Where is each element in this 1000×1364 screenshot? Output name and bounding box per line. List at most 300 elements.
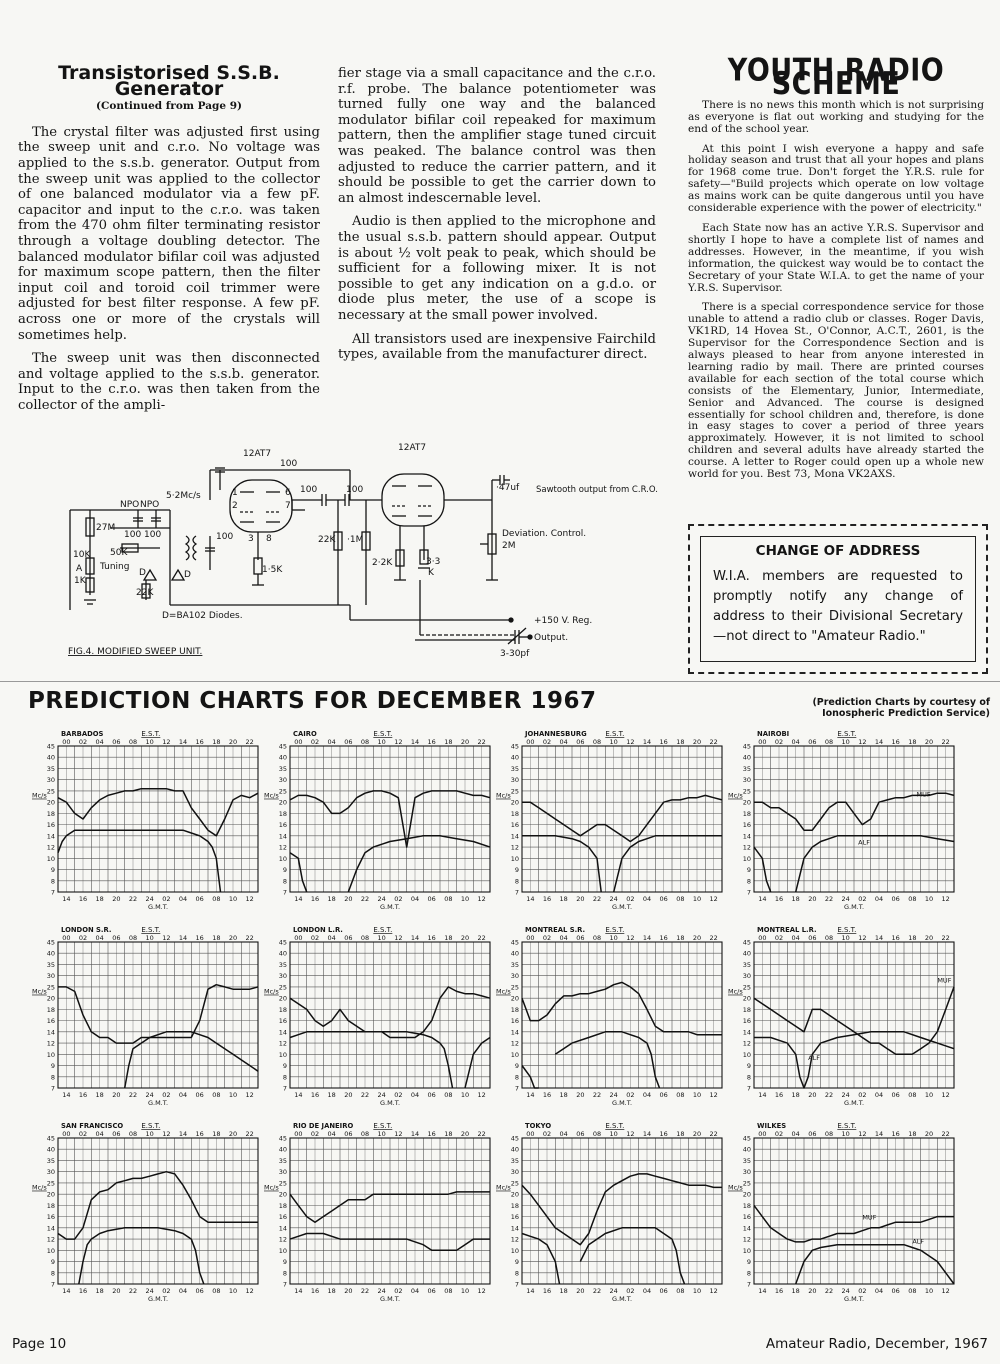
section-divider (0, 681, 1000, 682)
top-tick-label: 12 (162, 934, 171, 942)
bottom-tick-label: 08 (212, 895, 221, 903)
bottom-tick-label: 18 (791, 1091, 800, 1099)
bottom-tick-label: 18 (791, 895, 800, 903)
cap-100d-label: 100 (300, 485, 318, 495)
y-tick-label: 45 (278, 1134, 287, 1143)
y-tick-label: 12 (278, 1039, 287, 1048)
y-tick-label: 18 (510, 1201, 519, 1210)
y-tick-label: 10 (742, 854, 751, 863)
y-tick-label: 8 (746, 1269, 751, 1278)
bottom-tick-label: 16 (774, 1091, 784, 1099)
bottom-tick-label: 04 (178, 895, 188, 903)
y-tick-label: 35 (278, 960, 287, 969)
y-tick-label: 16 (742, 1017, 751, 1026)
y-tick-label: 7 (282, 1084, 287, 1093)
gmt-label: G.M.T. (611, 903, 633, 911)
top-tick-label: 08 (824, 738, 834, 746)
top-tick-label: 22 (245, 738, 254, 746)
y-tick-label: 45 (46, 938, 55, 947)
y-tick-label: 40 (742, 1145, 751, 1154)
cap-047-label: ·47uf (496, 483, 520, 493)
bottom-tick-label: 10 (228, 1287, 238, 1295)
y-tick-label: 8 (514, 1269, 519, 1278)
y-tick-label: 9 (746, 1062, 751, 1071)
y-tick-label: 16 (46, 1213, 55, 1222)
y-tick-label: 18 (278, 1201, 287, 1210)
y-tick-label: 25 (510, 983, 519, 992)
top-tick-label: 14 (178, 934, 188, 942)
y-tick-label: 35 (742, 960, 751, 969)
y-tick-label: 18 (742, 809, 751, 818)
y-tick-label: 40 (46, 1145, 55, 1154)
bottom-tick-label: 20 (576, 1287, 585, 1295)
unit-label: Mc/s (32, 1183, 47, 1192)
top-tick-label: 22 (709, 934, 718, 942)
bottom-tick-label: 10 (692, 1091, 702, 1099)
est-label: E.S.T. (373, 730, 393, 738)
y-tick-label: 20 (46, 994, 55, 1003)
bottom-tick-label: 20 (112, 1287, 121, 1295)
gmt-label: G.M.T. (379, 1099, 401, 1107)
est-label: E.S.T. (373, 1122, 393, 1130)
y-tick-label: 18 (510, 809, 519, 818)
y-tick-label: 7 (746, 1084, 751, 1093)
bottom-tick-label: 12 (245, 1287, 254, 1295)
top-tick-label: 22 (709, 738, 718, 746)
chart-title: LONDON L.R. (293, 926, 343, 934)
top-tick-label: 00 (294, 1130, 303, 1138)
y-tick-label: 35 (742, 1156, 751, 1165)
cap-100e-label: 100 (346, 485, 364, 495)
y-tick-label: 40 (46, 753, 55, 762)
y-tick-label: 20 (510, 798, 519, 807)
y-tick-label: 18 (46, 1201, 55, 1210)
y-tick-label: 8 (50, 1073, 55, 1082)
series-alf (522, 1228, 685, 1284)
sawtooth-label: Sawtooth output from C.R.O. (536, 485, 658, 495)
ssb-paragraph-1: The crystal filter was adjusted first using the sweep unit and c.r.o. No voltage was applied to the s.s.b. generator. Output from the sweep unit was applied to the collector of one balanced modulator via a few pF. capacitor and input to the c.r.o. was taken from the 470 ohm filter terminating resistor through a voltage doubling detector. The balanced modulator bifilar coil was adjusted for maximum scope pattern, then the filter input coil and toroid coil trimmer were adjusted for best filter response. A few pF. across one or more of the crystals will sometimes help. (18, 124, 320, 343)
y-tick-label: 16 (46, 1017, 55, 1026)
y-tick-label: 7 (50, 888, 55, 897)
bottom-tick-label: 18 (327, 1091, 336, 1099)
top-tick-label: 22 (709, 1130, 718, 1138)
bottom-tick-label: 16 (542, 1091, 552, 1099)
gmt-label: G.M.T. (379, 903, 401, 911)
y-tick-label: 10 (278, 854, 287, 863)
bottom-tick-label: 24 (609, 1091, 618, 1099)
top-tick-label: 22 (941, 738, 950, 746)
y-tick-label: 25 (46, 983, 55, 992)
top-tick-label: 12 (162, 738, 171, 746)
prediction-chart-barbados (30, 728, 260, 918)
bottom-tick-label: 06 (427, 1287, 436, 1295)
top-tick-label: 04 (327, 1130, 336, 1138)
top-tick-label: 12 (858, 738, 867, 746)
bottom-tick-label: 08 (908, 895, 917, 903)
top-tick-label: 18 (444, 1130, 453, 1138)
prediction-chart-san-francisco (30, 1120, 260, 1310)
bottom-tick-label: 24 (377, 895, 386, 903)
y-tick-label: 14 (510, 832, 519, 841)
y-tick-label: 7 (514, 1280, 519, 1289)
bottom-tick-label: 08 (444, 895, 453, 903)
top-tick-label: 06 (576, 934, 585, 942)
y-tick-label: 9 (746, 1258, 751, 1267)
bottom-tick-label: 06 (659, 1287, 668, 1295)
diode-1-label: D (139, 568, 146, 578)
bottom-tick-label: 22 (128, 1091, 138, 1099)
top-tick-label: 06 (808, 934, 817, 942)
cap-100c-label: 100 (216, 532, 234, 542)
top-tick-label: 12 (394, 738, 403, 746)
y-tick-label: 20 (510, 1190, 519, 1199)
circuit-diagram (60, 440, 658, 660)
bottom-tick-label: 02 (858, 1091, 867, 1099)
y-tick-label: 12 (46, 1039, 55, 1048)
est-label: E.S.T. (837, 926, 857, 934)
bottom-tick-label: 16 (310, 1091, 320, 1099)
y-tick-label: 7 (514, 888, 519, 897)
top-tick-label: 16 (195, 1130, 204, 1138)
cap-100a-label: 100 (124, 530, 142, 540)
prediction-charts-credit: (Prediction Charts by courtesy of Ionospheric Prediction Service) (812, 697, 990, 719)
point-a-label: A (76, 564, 83, 574)
top-tick-label: 08 (360, 934, 370, 942)
change-of-address-box (688, 524, 988, 674)
prediction-chart-nairobi (726, 728, 956, 918)
diagram-caption: FIG.4. MODIFIED SWEEP UNIT. (68, 647, 203, 657)
y-tick-label: 16 (510, 1017, 519, 1026)
bottom-tick-label: 06 (659, 1091, 668, 1099)
unit-label: Mc/s (728, 1183, 743, 1192)
ssb-paragraph-4: Audio is then applied to the microphone and the usual s.s.b. pattern should appear. Output is about ½ volt peak to peak, which should be sufficient for a following mixer. It is not possible to get any indication on a g.d.o. or diode plus meter, the use of a scope is necessary at the small power involved. (338, 214, 656, 323)
y-tick-label: 16 (278, 1213, 287, 1222)
top-tick-label: 08 (592, 1130, 602, 1138)
y-tick-label: 8 (746, 1073, 751, 1082)
chart-title: TOKYO (525, 1122, 552, 1130)
top-tick-label: 00 (62, 738, 71, 746)
ssb-paragraph-2: The sweep unit was then disconnected and voltage applied to the s.s.b. generator. Input to the c.r.o. was then taken from the collector of the ampli- (18, 351, 320, 413)
y-tick-label: 14 (742, 1224, 751, 1233)
top-tick-label: 10 (609, 738, 618, 746)
res-10k-label: 10K (73, 550, 91, 560)
y-tick-label: 7 (514, 1084, 519, 1093)
y-tick-label: 35 (46, 1156, 55, 1165)
res-27m-label: 27M (96, 523, 116, 533)
top-tick-label: 00 (294, 738, 303, 746)
bottom-tick-label: 10 (460, 1091, 470, 1099)
bottom-tick-label: 20 (576, 895, 585, 903)
bottom-tick-label: 16 (78, 895, 88, 903)
bottom-tick-label: 22 (360, 895, 370, 903)
top-tick-label: 20 (924, 934, 934, 942)
top-tick-label: 12 (162, 1130, 171, 1138)
bottom-tick-label: 24 (145, 895, 154, 903)
y-tick-label: 12 (46, 843, 55, 852)
bottom-tick-label: 10 (460, 1287, 470, 1295)
y-tick-label: 14 (278, 1224, 287, 1233)
y-tick-label: 12 (510, 1039, 519, 1048)
pin-1-label: 1 (232, 488, 238, 498)
trimmer-label: 3-30pf (500, 649, 530, 659)
top-tick-label: 14 (410, 934, 420, 942)
y-tick-label: 14 (510, 1028, 519, 1037)
y-tick-label: 10 (278, 1050, 287, 1059)
change-of-address-inner (700, 536, 976, 662)
top-tick-label: 18 (908, 738, 917, 746)
bottom-tick-label: 20 (808, 895, 817, 903)
top-tick-label: 12 (858, 934, 867, 942)
bottom-tick-label: 14 (62, 895, 71, 903)
chart-title: LONDON S.R. (61, 926, 112, 934)
y-tick-label: 30 (278, 972, 287, 981)
ssb-paragraph-5: All transistors used are inexpensive Fairchild types, available from the manufacturer direct. (338, 331, 656, 363)
bottom-tick-label: 16 (78, 1091, 88, 1099)
series-alf (58, 830, 221, 892)
top-tick-label: 18 (212, 738, 221, 746)
top-tick-label: 04 (559, 934, 568, 942)
res-1-5k-label: 1·5K (262, 565, 283, 575)
y-tick-label: 35 (510, 1156, 519, 1165)
top-tick-label: 14 (874, 1130, 884, 1138)
bottom-tick-label: 20 (808, 1091, 817, 1099)
y-tick-label: 12 (742, 843, 751, 852)
top-tick-label: 10 (377, 1130, 386, 1138)
y-tick-label: 8 (514, 877, 519, 886)
bottom-tick-label: 18 (327, 895, 336, 903)
bottom-tick-label: 02 (626, 895, 635, 903)
y-tick-label: 45 (278, 938, 287, 947)
gmt-label: G.M.T. (147, 1295, 169, 1303)
top-tick-label: 16 (427, 738, 436, 746)
top-tick-label: 14 (642, 934, 652, 942)
unit-label: Mc/s (32, 791, 47, 800)
chart-title: JOHANNESBURG (525, 730, 587, 738)
y-tick-label: 18 (46, 1005, 55, 1014)
top-tick-label: 12 (626, 934, 635, 942)
est-label: E.S.T. (141, 926, 161, 934)
gmt-label: G.M.T. (611, 1295, 633, 1303)
tuning-label: Tuning (100, 562, 130, 572)
bottom-tick-label: 18 (95, 1287, 104, 1295)
bottom-tick-label: 12 (477, 1287, 486, 1295)
chart-grid (279, 743, 490, 897)
prediction-chart-johannesburg (494, 728, 724, 918)
top-tick-label: 20 (460, 1130, 470, 1138)
top-tick-label: 04 (791, 738, 800, 746)
top-tick-label: 18 (444, 738, 453, 746)
res-0-1m-label: ·1M (347, 535, 364, 545)
prediction-chart-montreal-sr (494, 924, 724, 1114)
y-tick-label: 25 (46, 1179, 55, 1188)
bottom-tick-label: 16 (774, 1287, 784, 1295)
y-tick-label: 14 (278, 832, 287, 841)
ssb-article-title: Transistorised S.S.B. Generator (58, 62, 280, 100)
gmt-label: G.M.T. (843, 903, 865, 911)
y-tick-label: 10 (510, 1246, 519, 1255)
y-tick-label: 10 (46, 854, 55, 863)
top-tick-label: 22 (941, 934, 950, 942)
bottom-tick-label: 02 (394, 895, 403, 903)
top-tick-label: 12 (626, 1130, 635, 1138)
bottom-tick-label: 04 (874, 1091, 884, 1099)
gmt-label: G.M.T. (147, 903, 169, 911)
bottom-tick-label: 02 (394, 1287, 403, 1295)
bottom-tick-label: 24 (609, 895, 618, 903)
est-label: E.S.T. (141, 730, 161, 738)
y-tick-label: 12 (510, 1235, 519, 1244)
top-tick-label: 02 (310, 1130, 320, 1138)
res-22k-label: 22K (318, 535, 336, 545)
top-tick-label: 20 (228, 738, 238, 746)
top-tick-label: 00 (294, 934, 303, 942)
bottom-tick-label: 24 (377, 1287, 386, 1295)
top-tick-label: 10 (841, 738, 850, 746)
prediction-charts-title: PREDICTION CHARTS FOR DECEMBER 1967 (28, 688, 597, 714)
y-tick-label: 9 (50, 1062, 55, 1071)
bottom-tick-label: 14 (294, 1287, 303, 1295)
alf-annotation: ALF (858, 838, 870, 847)
top-tick-label: 18 (444, 934, 453, 942)
top-tick-label: 06 (576, 738, 585, 746)
y-tick-label: 40 (510, 753, 519, 762)
y-tick-label: 35 (278, 764, 287, 773)
top-tick-label: 18 (676, 934, 685, 942)
top-tick-label: 16 (891, 738, 900, 746)
prediction-chart-london-lr (262, 924, 492, 1114)
y-tick-label: 18 (742, 1005, 751, 1014)
y-tick-label: 45 (742, 742, 751, 751)
top-tick-label: 08 (592, 738, 602, 746)
change-of-address-body: W.I.A. members are requested to promptly notify any change of address to their Divisional Secretary —not direct to "Amateur Radio." (713, 569, 963, 644)
top-tick-label: 22 (477, 1130, 486, 1138)
bottom-tick-label: 16 (310, 1287, 320, 1295)
bottom-tick-label: 16 (542, 1287, 552, 1295)
change-of-address-title: CHANGE OF ADDRESS (755, 543, 921, 559)
yrs-paragraph-2: At this point I wish everyone a happy and safe holiday season and trust that all your hopes and plans for 1968 come true. Don't forget the Y.R.S. rule for safety—"Build projects which operate on low voltage as mains work can be quite dangerous until you have considerable experience with the power of electricity." (688, 142, 984, 215)
top-tick-label: 02 (542, 1130, 552, 1138)
bottom-tick-label: 04 (874, 895, 884, 903)
bottom-tick-label: 24 (377, 1091, 386, 1099)
top-tick-label: 16 (659, 934, 668, 942)
top-tick-label: 02 (310, 738, 320, 746)
bottom-tick-label: 06 (891, 1091, 900, 1099)
top-tick-label: 04 (327, 738, 336, 746)
top-tick-label: 02 (310, 934, 320, 942)
y-tick-label: 20 (742, 994, 751, 1003)
y-tick-label: 8 (282, 1073, 287, 1082)
chart-grid (47, 939, 258, 1093)
bottom-tick-label: 12 (941, 1091, 950, 1099)
bottom-tick-label: 08 (444, 1091, 453, 1099)
top-tick-label: 02 (78, 934, 88, 942)
bottom-tick-label: 08 (212, 1287, 221, 1295)
y-tick-label: 16 (46, 821, 55, 830)
y-tick-label: 16 (510, 821, 519, 830)
chart-title: SAN FRANCISCO (61, 1122, 124, 1130)
ssb-article-column-2 (338, 66, 656, 371)
bottom-tick-label: 14 (526, 1287, 535, 1295)
top-tick-label: 00 (758, 738, 767, 746)
top-tick-label: 06 (808, 1130, 817, 1138)
y-tick-label: 45 (742, 938, 751, 947)
bottom-tick-label: 04 (410, 1091, 420, 1099)
y-tick-label: 40 (278, 949, 287, 958)
prediction-chart-wilkes (726, 1120, 956, 1310)
y-tick-label: 45 (510, 938, 519, 947)
muf-annotation: MUF (916, 790, 931, 799)
y-tick-label: 10 (46, 1050, 55, 1059)
gmt-label: G.M.T. (147, 1099, 169, 1107)
top-tick-label: 06 (344, 1130, 353, 1138)
top-tick-label: 10 (609, 1130, 618, 1138)
top-tick-label: 18 (908, 934, 917, 942)
deviation-control-label: Deviation. Control. (502, 529, 587, 539)
est-label: E.S.T. (605, 1122, 625, 1130)
y-tick-label: 30 (46, 972, 55, 981)
y-tick-label: 9 (514, 866, 519, 875)
y-tick-label: 30 (46, 1168, 55, 1177)
tube-1-label: 12AT7 (243, 449, 272, 459)
yrs-paragraph-3: Each State now has an active Y.R.S. Supervisor and shortly I hope to have a complete list of names and addresses. However, in the meantime, if you wish information, the quickest way would be to contact the Secretary of your State W.I.A. to get the name of your Y.R.S. Supervisor. (688, 221, 984, 294)
pin-8-label: 8 (266, 534, 272, 544)
bottom-tick-label: 06 (891, 895, 900, 903)
bottom-tick-label: 08 (212, 1091, 221, 1099)
bottom-tick-label: 10 (924, 1287, 934, 1295)
est-label: E.S.T. (141, 1122, 161, 1130)
y-tick-label: 8 (50, 1269, 55, 1278)
bottom-tick-label: 08 (908, 1287, 917, 1295)
alf-annotation: ALF (808, 1053, 820, 1062)
bottom-tick-label: 10 (692, 1287, 702, 1295)
top-tick-label: 02 (542, 934, 552, 942)
bottom-tick-label: 04 (642, 895, 652, 903)
top-tick-label: 22 (245, 934, 254, 942)
bottom-tick-label: 14 (294, 895, 303, 903)
bottom-tick-label: 18 (559, 895, 568, 903)
y-tick-label: 30 (742, 972, 751, 981)
bottom-tick-label: 02 (626, 1287, 635, 1295)
bottom-tick-label: 16 (78, 1287, 88, 1295)
prediction-chart-london-sr (30, 924, 260, 1114)
y-tick-label: 25 (278, 1179, 287, 1188)
bottom-tick-label: 08 (444, 1287, 453, 1295)
bottom-tick-label: 20 (576, 1091, 585, 1099)
y-tick-label: 25 (742, 787, 751, 796)
npo-1-label: NPO (120, 500, 140, 510)
chart-grid (47, 1135, 258, 1289)
est-label: E.S.T. (605, 926, 625, 934)
bottom-tick-label: 14 (294, 1091, 303, 1099)
top-tick-label: 10 (609, 934, 618, 942)
top-tick-label: 08 (128, 1130, 138, 1138)
bottom-tick-label: 14 (62, 1091, 71, 1099)
bottom-tick-label: 22 (824, 1091, 834, 1099)
bottom-tick-label: 04 (178, 1287, 188, 1295)
bottom-tick-label: 20 (112, 1091, 121, 1099)
bottom-tick-label: 08 (676, 895, 685, 903)
top-tick-label: 08 (360, 1130, 370, 1138)
output-label: Output. (534, 633, 569, 643)
chart-grid (47, 743, 258, 897)
top-tick-label: 16 (891, 1130, 900, 1138)
bottom-tick-label: 20 (344, 895, 353, 903)
top-tick-label: 20 (460, 738, 470, 746)
y-tick-label: 20 (278, 1190, 287, 1199)
chart-grid (279, 1135, 490, 1289)
cap-100b-label: 100 (144, 530, 162, 540)
y-tick-label: 10 (278, 1246, 287, 1255)
